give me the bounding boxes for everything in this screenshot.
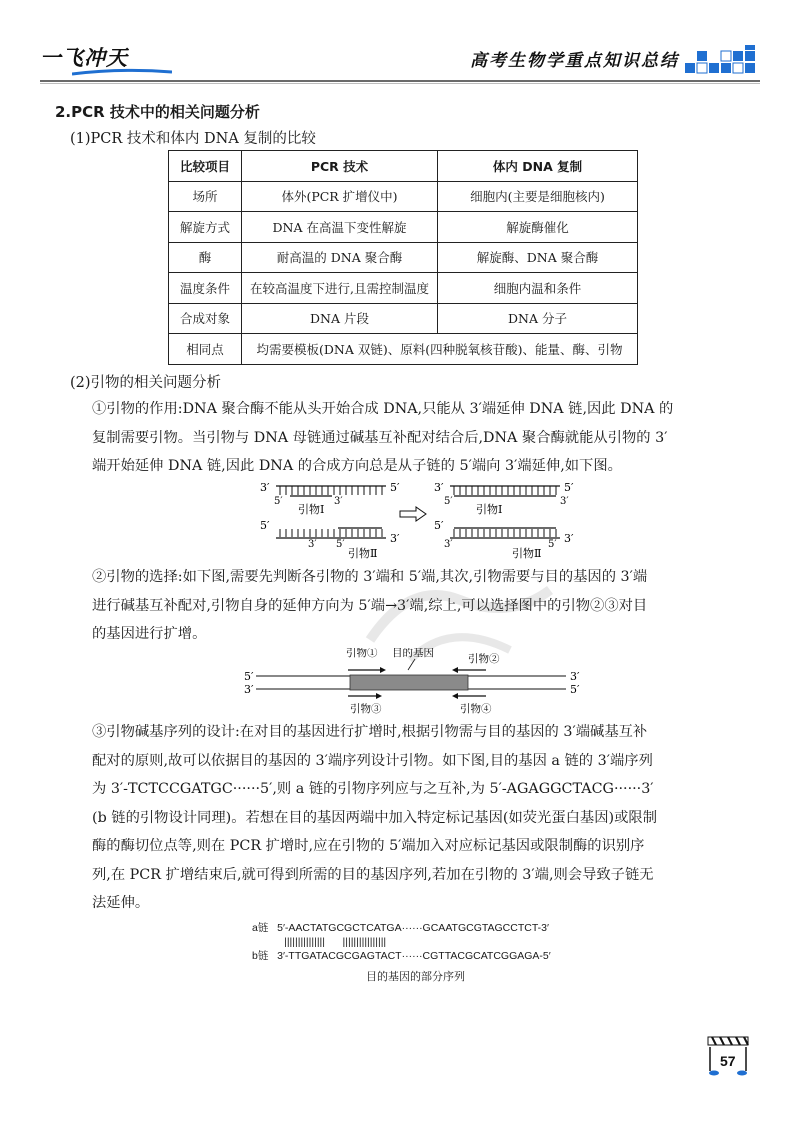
table-row [169,334,638,365]
table-row [169,212,638,243]
table-row [169,181,638,212]
pairing-bars: ||||||||||||||| |||||||||||||||| [284,936,387,948]
table-cell: 相同点 [169,334,242,365]
end-label: 3′ [434,481,444,494]
base-ticks [454,529,556,537]
comparison-table [168,150,638,365]
text-line: 的基因进行扩增。 [92,626,207,642]
subsection-title-1: (1)PCR 技术和体内 DNA 复制的比较 [70,131,316,147]
page-number: 57 [720,1053,736,1069]
text-line: ②引物的选择:如下图,需要先判断各引物的 3′端和 5′端,其次,引物需要与目的基因的 3′端 [92,569,648,585]
right-arrow-icon [400,507,426,521]
text-line: 列,在 PCR 扩增结束后,就可得到所需的目的基因序列,若加在引物的 3′端,则会导致子链无 [92,866,654,883]
end-label: 5′ [444,496,453,507]
strand-b-sequence: 3′-TTGATACGCGAGTACT······CGTTACGCATCGGAGA-5′ [277,950,551,962]
table-cell: 解旋方式 [169,212,242,243]
primer-label: 引物Ⅱ [512,547,542,560]
end-label: 5′ [434,519,444,532]
base-ticks [454,486,556,495]
strand-b-label: b链 [252,950,269,962]
table-cell: 场所 [169,181,242,212]
end-label: 3′ [564,532,574,545]
end-label: 5′ [548,539,557,550]
primer-label: 引物② [468,653,500,665]
text-line: ③引物碱基序列的设计:在对目的基因进行扩增时,根据引物需与目的基因的 3′端碱基互补 [92,724,648,740]
end-label: 3′ [444,539,453,550]
primer-label: 引物Ⅱ [348,547,378,560]
end-label: 5′ [390,481,400,494]
end-label: 3′ [560,496,569,507]
paragraph-primer-role [92,395,746,481]
sequence-figure [252,921,551,963]
table-cell: 细胞内(主要是细胞核内) [438,181,638,212]
base-ticks [280,529,382,537]
end-label: 5′ [274,496,283,507]
end-label: 5′ [336,539,345,550]
primer-selection-diagram [240,648,580,720]
primer-label: 引物③ [350,703,382,715]
table-row [169,273,638,304]
table-cell: 酶 [169,242,242,273]
text-line: 配对的原则,故可以依据目的基因的 3′端序列设计引物。如下图,目的基因 a 链的 3′端序列 [92,752,653,769]
arrowhead-icon [380,667,386,673]
table-header-cell: PCR 技术 [242,151,438,182]
end-label: 5′ [570,683,580,696]
end-label: 5′ [564,481,574,494]
table-cell: 细胞内温和条件 [438,273,638,304]
arrowhead-icon [452,667,458,673]
table-cell: DNA 在高温下变性解旋 [242,212,438,243]
text-line: 酶的酶切位点等,则在 PCR 扩增时,应在引物的 5′端加入对应标记基因或限制酶的识别序 [92,838,645,854]
checker-blocks-icon [683,45,763,75]
subsection-title-2: (2)引物的相关问题分析 [70,375,222,391]
text-line: 法延伸。 [92,895,150,911]
arrowhead-icon [376,693,382,699]
table-header-row [169,151,638,182]
end-label: 3′ [308,539,317,550]
book-title: 高考生物学重点知识总结 [470,51,679,71]
table-cell: 耐高温的 DNA 聚合酶 [242,242,438,273]
text-line: 为 3′-TCTCCGATGC······5′,则 a 链的引物序列应与之互补,为 5′-AGAGGCTACG······3′ [92,781,654,797]
table-header-cell: 比较项目 [169,151,242,182]
end-label: 3′ [260,481,270,494]
header-divider-thin [40,83,760,84]
text-line: 复制需要引物。当引物与 DNA 母链通过碱基互补配对结合后,DNA 聚合酶就能从引物的 3′ [92,429,668,446]
header-divider [40,80,760,82]
base-ticks [280,486,382,495]
leader-line [408,659,415,670]
text-line: ①引物的作用:DNA 聚合酶不能从头开始合成 DNA,只能从 3′端延伸 DNA 链,因此 DNA 的 [92,401,674,417]
paragraph-primer-selection [92,563,746,649]
primer-label: 引物Ⅰ [298,503,325,516]
sequence-caption: 目的基因的部分序列 [366,970,465,983]
end-label: 3′ [334,496,343,507]
target-gene-label: 目的基因 [392,648,434,659]
strand-a-label: a链 [252,922,269,934]
table-header-cell: 体内 DNA 复制 [438,151,638,182]
strand-a-sequence: 5′-AACTATGCGCTCATGA······GCAATGCGTAGCCTCT-3′ [277,922,549,934]
table-cell: 在较高温度下进行,且需控制温度 [242,273,438,304]
end-label: 3′ [244,683,254,696]
text-line: 进行碱基互补配对,引物自身的延伸方向为 5′端→3′端,综上,可以选择图中的引物②③对目 [92,597,648,614]
text-line: 端开始延伸 DNA 链,因此 DNA 的合成方向总是从子链的 5′端向 3′端延伸,如下图。 [92,458,622,474]
table-cell: 解旋酶、DNA 聚合酶 [438,242,638,273]
primer-label: 引物① [346,648,378,659]
table-cell: DNA 片段 [242,303,438,334]
target-gene-block [350,675,468,690]
swoosh-icon [72,68,172,76]
text-line: (b 链的引物设计同理)。若想在目的基因两端中加入特定标记基因(如荧光蛋白基因)或限制 [92,809,657,826]
table-row [169,242,638,273]
end-label: 5′ [244,670,254,683]
table-row [169,303,638,334]
table-cell: 均需要模板(DNA 双链)、原料(四种脱氧核苷酸)、能量、酶、引物 [242,334,638,365]
paragraph-primer-design [92,718,746,918]
arrowhead-icon [452,693,458,699]
table-cell: 体外(PCR 扩增仪中) [242,181,438,212]
end-label: 3′ [390,532,400,545]
table-cell: 温度条件 [169,273,242,304]
table-cell: 合成对象 [169,303,242,334]
end-label: 3′ [570,670,580,683]
end-label: 5′ [260,519,270,532]
brand-text: 一飞冲天 [40,46,128,70]
primer-extension-diagram [250,477,580,565]
section-title: 2.PCR 技术中的相关问题分析 [55,103,260,121]
brand-logo [40,40,150,74]
table-cell: 解旋酶催化 [438,212,638,243]
table-cell: DNA 分子 [438,303,638,334]
primer-label: 引物Ⅰ [476,503,503,516]
primer-label: 引物④ [460,703,492,715]
